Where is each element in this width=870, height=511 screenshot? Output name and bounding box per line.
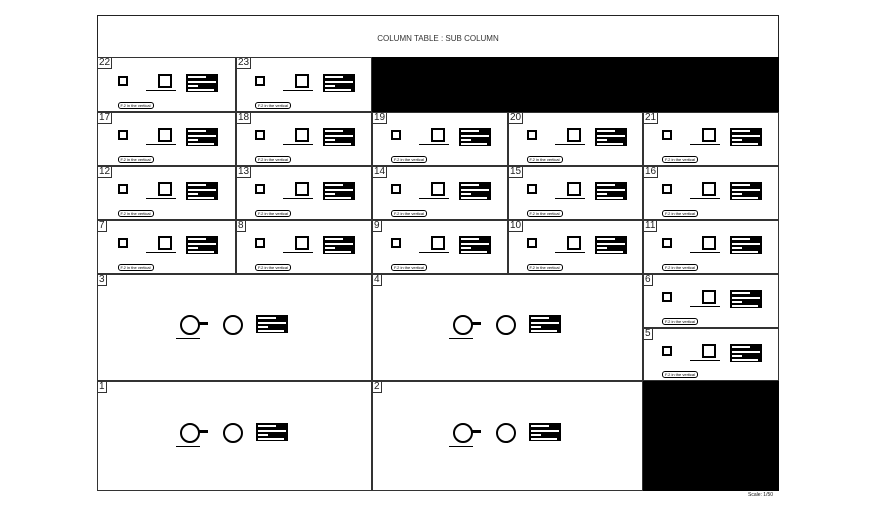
- cell-number: 7: [99, 220, 105, 231]
- column-cell[interactable]: [508, 112, 643, 166]
- schedule-table-icon: [529, 315, 561, 333]
- rebar-mark: [198, 322, 208, 325]
- note-label: F.2 in the vertical: [527, 264, 563, 271]
- column-cell[interactable]: [97, 220, 236, 274]
- column-detail-icon: [702, 182, 716, 196]
- rebar-mark: [198, 430, 208, 433]
- schedule-table-icon: [459, 236, 491, 254]
- note-label: F.2 in the vertical: [527, 156, 563, 163]
- schedule-table-icon: [595, 128, 627, 146]
- column-cell[interactable]: [508, 166, 643, 220]
- dimension-line: [146, 144, 176, 145]
- note-label: F.2 in the vertical: [391, 210, 427, 217]
- cell-number: 23: [238, 57, 250, 68]
- dimension-line: [690, 306, 720, 307]
- schedule-table-icon: [459, 182, 491, 200]
- schedule-table-icon: [595, 236, 627, 254]
- cell-number: 14: [374, 166, 386, 177]
- note-label: F.2 in the vertical: [255, 102, 291, 109]
- column-detail-icon: [295, 74, 309, 88]
- note-label: F.2 in the vertical: [118, 102, 154, 109]
- dimension-line: [690, 360, 720, 361]
- round-column-icon: [223, 423, 243, 443]
- rebar-mark: [471, 430, 481, 433]
- cell-number: 15: [510, 166, 522, 177]
- note-label: F.2 in the vertical: [662, 371, 698, 378]
- schedule-table-icon: [256, 423, 288, 441]
- dimension-line: [555, 198, 585, 199]
- drawing-title: COLUMN TABLE : SUB COLUMN: [377, 34, 499, 43]
- cell-number: 9: [374, 220, 380, 231]
- dimension-line: [146, 198, 176, 199]
- schedule-table-icon: [529, 423, 561, 441]
- dimension-line: [690, 144, 720, 145]
- schedule-table-icon: [730, 236, 762, 254]
- note-label: F.2 in the vertical: [662, 156, 698, 163]
- dimension-line: [449, 338, 473, 339]
- schedule-table-icon: [323, 128, 355, 146]
- dimension-line: [146, 90, 176, 91]
- column-cell[interactable]: [372, 220, 508, 274]
- cell-number: 22: [99, 57, 111, 68]
- schedule-table-icon: [730, 290, 762, 308]
- column-section-icon: [255, 184, 265, 194]
- column-cell[interactable]: [236, 57, 372, 112]
- column-detail-icon: [702, 344, 716, 358]
- cell-number: 20: [510, 112, 522, 123]
- rebar-mark: [471, 322, 481, 325]
- column-section-icon: [118, 184, 128, 194]
- column-detail-icon: [158, 182, 172, 196]
- cell-number: 16: [645, 166, 657, 177]
- schedule-table-icon: [730, 128, 762, 146]
- column-detail-icon: [158, 128, 172, 142]
- round-column-section-icon: [180, 423, 200, 443]
- dimension-line: [283, 90, 313, 91]
- dimension-line: [555, 144, 585, 145]
- schedule-table-icon: [256, 315, 288, 333]
- cell-number: 10: [510, 220, 522, 231]
- column-detail-icon: [158, 236, 172, 250]
- cell-number: 6: [645, 274, 651, 285]
- filled-block: [372, 57, 779, 112]
- column-section-icon: [662, 184, 672, 194]
- column-cell[interactable]: [236, 220, 372, 274]
- schedule-table-icon: [186, 128, 218, 146]
- dimension-line: [146, 252, 176, 253]
- note-label: F.2 in the vertical: [118, 156, 154, 163]
- column-cell[interactable]: [372, 166, 508, 220]
- cell-number: 21: [645, 112, 657, 123]
- column-section-icon: [527, 130, 537, 140]
- schedule-table-icon: [595, 182, 627, 200]
- cell-number: 11: [645, 220, 656, 231]
- dimension-line: [690, 198, 720, 199]
- cell-number: 17: [99, 112, 111, 123]
- round-column-section-icon: [453, 315, 473, 335]
- column-section-icon: [527, 184, 537, 194]
- column-section-icon: [118, 76, 128, 86]
- column-cell[interactable]: [643, 220, 779, 274]
- column-detail-icon: [158, 74, 172, 88]
- column-section-icon: [391, 184, 401, 194]
- schedule-table-icon: [323, 236, 355, 254]
- dimension-line: [419, 252, 449, 253]
- column-detail-icon: [431, 128, 445, 142]
- note-label: F.2 in the vertical: [391, 156, 427, 163]
- cell-number: 19: [374, 112, 386, 123]
- dimension-line: [283, 144, 313, 145]
- column-cell[interactable]: [97, 381, 372, 491]
- schedule-table-icon: [459, 128, 491, 146]
- column-cell[interactable]: [372, 381, 643, 491]
- column-cell[interactable]: [236, 112, 372, 166]
- round-column-icon: [496, 315, 516, 335]
- column-section-icon: [662, 346, 672, 356]
- dimension-line: [555, 252, 585, 253]
- column-cell[interactable]: [97, 274, 372, 381]
- note-label: F.2 in the vertical: [662, 318, 698, 325]
- cell-number: 13: [238, 166, 250, 177]
- dimension-line: [176, 446, 200, 447]
- column-section-icon: [662, 238, 672, 248]
- column-section-icon: [391, 238, 401, 248]
- note-label: F.2 in the vertical: [118, 210, 154, 217]
- column-detail-icon: [431, 182, 445, 196]
- column-section-icon: [527, 238, 537, 248]
- schedule-table-icon: [323, 182, 355, 200]
- note-label: F.2 in the vertical: [255, 210, 291, 217]
- column-detail-icon: [567, 236, 581, 250]
- column-detail-icon: [295, 182, 309, 196]
- column-cell[interactable]: [97, 166, 236, 220]
- column-detail-icon: [567, 128, 581, 142]
- column-detail-icon: [702, 236, 716, 250]
- column-section-icon: [255, 238, 265, 248]
- note-label: F.2 in the vertical: [527, 210, 563, 217]
- column-detail-icon: [567, 182, 581, 196]
- cell-number: 2: [374, 381, 380, 392]
- column-cell[interactable]: [508, 220, 643, 274]
- cell-number: 3: [99, 274, 105, 285]
- note-label: F.2 in the vertical: [255, 264, 291, 271]
- column-cell[interactable]: [97, 57, 236, 112]
- dimension-line: [419, 198, 449, 199]
- column-cell[interactable]: [643, 112, 779, 166]
- column-section-icon: [118, 130, 128, 140]
- column-section-icon: [255, 76, 265, 86]
- dimension-line: [283, 252, 313, 253]
- column-section-icon: [255, 130, 265, 140]
- column-cell[interactable]: [643, 166, 779, 220]
- schedule-table-icon: [186, 74, 218, 92]
- note-label: F.2 in the vertical: [662, 210, 698, 217]
- schedule-table-icon: [730, 344, 762, 362]
- note-label: F.2 in the vertical: [391, 264, 427, 271]
- column-cell[interactable]: [372, 274, 643, 381]
- dimension-line: [449, 446, 473, 447]
- cell-number: 18: [238, 112, 250, 123]
- column-section-icon: [391, 130, 401, 140]
- schedule-table-icon: [186, 182, 218, 200]
- column-cell[interactable]: [643, 274, 779, 328]
- cell-number: 8: [238, 220, 244, 231]
- note-label: F.2 in the vertical: [118, 264, 154, 271]
- column-detail-icon: [702, 128, 716, 142]
- column-detail-icon: [431, 236, 445, 250]
- dimension-line: [690, 252, 720, 253]
- round-column-section-icon: [453, 423, 473, 443]
- column-section-icon: [662, 130, 672, 140]
- schedule-table-icon: [323, 74, 355, 92]
- column-section-icon: [662, 292, 672, 302]
- cell-number: 1: [99, 381, 105, 392]
- dimension-line: [419, 144, 449, 145]
- filled-block: [643, 381, 779, 491]
- note-label: F.2 in the vertical: [662, 264, 698, 271]
- column-cell[interactable]: [372, 112, 508, 166]
- column-detail-icon: [295, 236, 309, 250]
- round-column-icon: [496, 423, 516, 443]
- column-detail-icon: [702, 290, 716, 304]
- scale-text: Scale: 1/50: [748, 492, 774, 498]
- column-cell[interactable]: [236, 166, 372, 220]
- schedule-table-icon: [186, 236, 218, 254]
- cell-number: 5: [645, 328, 651, 339]
- round-column-section-icon: [180, 315, 200, 335]
- note-label: F.2 in the vertical: [255, 156, 291, 163]
- schedule-table-icon: [730, 182, 762, 200]
- column-cell[interactable]: [97, 112, 236, 166]
- cell-number: 4: [374, 274, 380, 285]
- cell-number: 12: [99, 166, 111, 177]
- column-cell[interactable]: [643, 328, 779, 381]
- round-column-icon: [223, 315, 243, 335]
- column-detail-icon: [295, 128, 309, 142]
- dimension-line: [283, 198, 313, 199]
- dimension-line: [176, 338, 200, 339]
- column-section-icon: [118, 238, 128, 248]
